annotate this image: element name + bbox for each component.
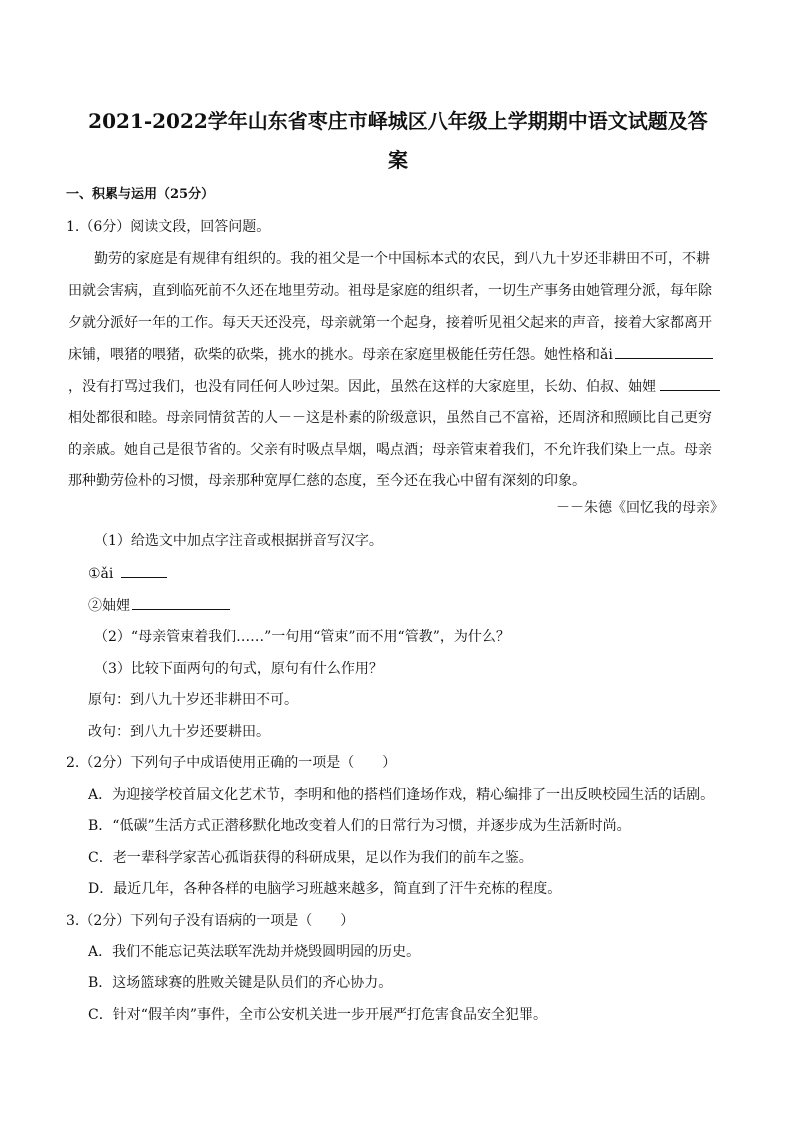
- option-c: C．老一辈科学家苦心孤诣获得的科研成果，足以作为我们的前车之鉴。: [88, 850, 533, 866]
- original-sentence: 原句：到八九十岁还非耕田不可。: [88, 692, 298, 708]
- answer-blank[interactable]: [615, 344, 713, 359]
- question-1-stem: 1.（6分）阅读文段，回答问题。: [66, 219, 271, 235]
- option-b: B．“低碳”生活方式正潜移默化地改变着人们的日常行为习惯，并逐步成为生活新时尚。: [88, 818, 631, 834]
- option-d: D．最近几年，各种各样的电脑学习班越来越多，简直到了汗牛充栋的程度。: [88, 881, 562, 897]
- passage-line: 那种勤劳俭朴的习惯，母亲那种宽厚仁慈的态度，至今还在我心中留有深刻的印象。: [68, 473, 586, 489]
- passage-line: 勤劳的家庭是有规律有组织的。我的祖父是一个中国标本式的农民，到八九十岁还非耕田不可，不耕: [94, 251, 710, 267]
- question-2-stem: 2.（2分）下列句子中成语使用正确的一项是（ ）: [66, 755, 397, 771]
- document-title-continued: 案: [388, 148, 408, 172]
- passage-text: 床铺，喂猪的喂猪，砍柴的砍柴，挑水的挑水。母亲在家庭里极能任劳任怨。她性格和ǎi: [68, 347, 613, 363]
- sub-question-1b: ②妯娌: [88, 595, 230, 616]
- passage-text: ，没有打骂过我们，也没有同任何人吵过架。因此，虽然在这样的大家庭里，长幼、伯叔、妯娌: [68, 379, 656, 395]
- section-heading: 一、积累与运用（25分）: [66, 187, 215, 202]
- passage-source: －－朱德《回忆我的母亲》: [556, 500, 724, 516]
- sub-question-3: （3）比较下面两句的句式，原句有什么作用？: [94, 661, 383, 677]
- sub-question-1: （1）给选文中加点字注音或根据拼音写汉字。: [94, 533, 383, 549]
- passage-line: 相处都很和睦。母亲同情贫苦的人－－这是朴素的阶级意识，虽然自己不富裕，还周济和照顾比自己更穷: [68, 410, 712, 426]
- sub-question-1a: ①ǎi: [88, 563, 167, 584]
- answer-blank[interactable]: [121, 563, 167, 578]
- option-c: C．针对“假羊肉”事件，全市公安机关进一步开展严打危害食品安全犯罪。: [88, 1007, 548, 1023]
- passage-line: 夕就分派好一年的工作。每天天还没亮，母亲就第一个起身，接着听见祖父起来的声音，接着大家都离开: [68, 315, 712, 331]
- passage-line: 的亲戚。她自己是很节省的。父亲有时吸点旱烟，喝点酒；母亲管束着我们，不允许我们染上一点。母亲: [68, 442, 712, 458]
- changed-sentence: 改句：到八九十岁还要耕田。: [88, 724, 270, 740]
- option-a: A．我们不能忘记英法联军洗劫并烧毁圆明园的历史。: [88, 944, 421, 960]
- passage-line: [68, 376, 720, 397]
- answer-blank[interactable]: [660, 376, 720, 391]
- option-b: B．这场篮球赛的胜败关键是队员们的齐心协力。: [88, 975, 393, 991]
- option-a: A．为迎接学校首届文化艺术节，李明和他的搭档们逢场作戏，精心编排了一出反映校园生活的话剧。: [88, 787, 715, 803]
- answer-blank[interactable]: [132, 595, 230, 610]
- passage-line: [68, 344, 713, 365]
- passage-line: 田就会害病，直到临死前不久还在地里劳动。祖母是家庭的组织者，一切生产事务由她管理分派，每年除: [68, 283, 712, 299]
- sub-question-2: （2）“母亲管束着我们……”一句用“管束”而不用“管教”，为什么？: [94, 629, 510, 645]
- document-title: 2021-2022学年山东省枣庄市峄城区八年级上学期期中语文试题及答: [88, 109, 708, 133]
- question-3-stem: 3.（2分）下列句子没有语病的一项是（ ）: [66, 913, 355, 929]
